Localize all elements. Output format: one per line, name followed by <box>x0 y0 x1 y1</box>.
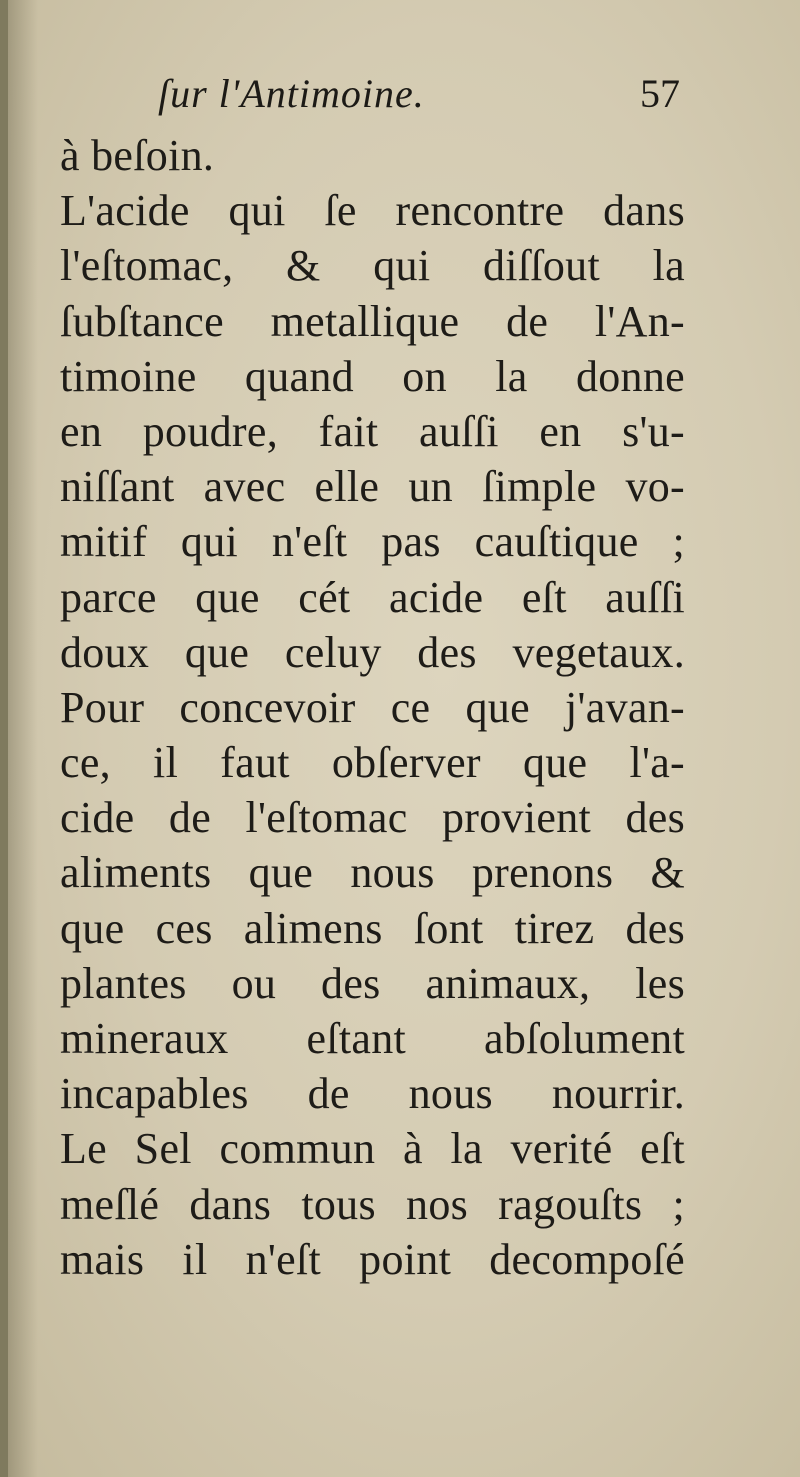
text-line: en poudre, fait auſſi en s'u- <box>60 406 685 456</box>
body-text <box>60 128 685 1287</box>
text-line: incapables de nous nourrir. <box>60 1069 685 1119</box>
text-line: plantes ou des animaux, les <box>60 958 685 1008</box>
text-line: Le Sel commun à la verité eſt <box>60 1124 685 1174</box>
text-line: l'eſtomac, & qui diſſout la <box>60 241 685 291</box>
text-line: timoine quand on la donne <box>60 351 685 401</box>
text-line: que ces alimens ſont tirez des <box>60 903 685 953</box>
text-line: L'acide qui ſe rencontre dans <box>60 186 685 236</box>
text-line: aliments que nous prenons & <box>60 848 685 898</box>
text-line: cide de l'eſtomac provient des <box>60 793 685 843</box>
text-line: mitif qui n'eſt pas cauſtique ; <box>60 517 685 567</box>
text-line: parce que cét acide eſt auſſi <box>60 572 685 622</box>
text-line: à beſoin. <box>60 131 215 180</box>
page-header <box>158 70 698 130</box>
page-number: 57 <box>640 71 680 116</box>
text-line: Pour concevoir ce que j'avan- <box>60 682 685 732</box>
text-line: niſſant avec elle un ſimple vo- <box>60 462 685 512</box>
text-line: ce, il faut obſerver que l'a- <box>60 738 685 788</box>
text-line: meſlé dans tous nos ragouſts ; <box>60 1179 685 1229</box>
text-line: mais il n'eſt point decompoſé <box>60 1234 685 1284</box>
running-title: ſur l'Antimoine. <box>158 71 425 116</box>
text-line: ſubſtance metallique de l'An- <box>60 296 685 346</box>
text-line: mineraux eſtant abſolument <box>60 1014 685 1063</box>
text-line: doux que celuy des vegetaux. <box>60 627 685 677</box>
